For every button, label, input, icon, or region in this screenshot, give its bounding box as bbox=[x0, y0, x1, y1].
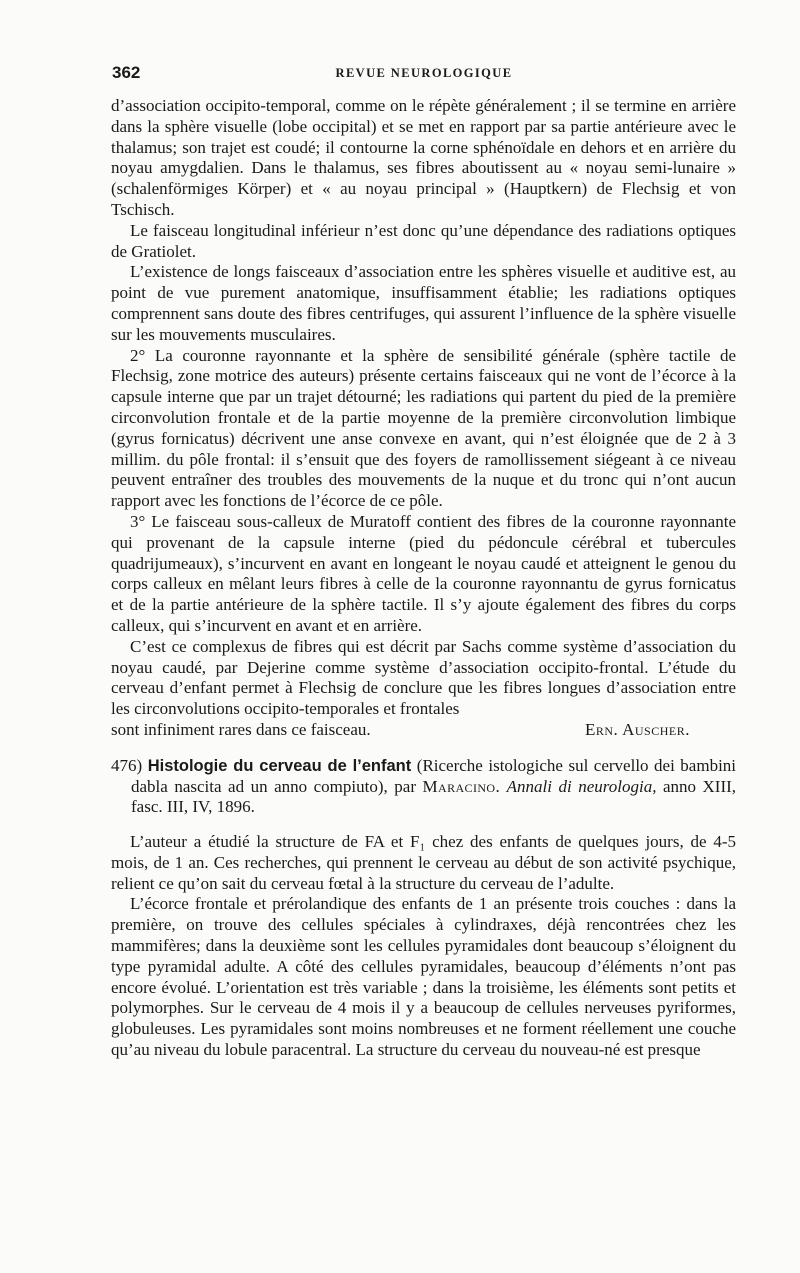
running-title: REVUE NEUROLOGIQUE bbox=[335, 66, 513, 80]
review-number: 476) bbox=[111, 755, 143, 775]
review-author: Maracino. bbox=[422, 776, 501, 796]
paragraph: L’écorce frontale et prérolandique des enfants de 1 an présente trois couches : dans la première, on trouve des cellules spéciales à cylindraxes, déjà rencontrées chez les mammifères; dans la deuxième sont les cellules pyramidales dont beaucoup s’éloignent du type pyramidal adulte. A côté des cellules pyramidales, beaucoup d’éléments n’ont pas encore évolué. L’orientation est très variable ; dans la troisième, les éléments sont petits et polymorphes. Sur le cerveau de 4 mois il y a beaucoup de cellules nerveuses pyriformes, globuleuses. Les pyramidales sont moins nombreuses et ne forment réellement une couche qu’au niveau du lobule paracentral. La structure du cerveau du nouveau-né est presque bbox=[111, 894, 736, 1060]
page-body bbox=[111, 96, 736, 1061]
paragraph: L’existence de longs faisceaux d’association entre les sphères visuelle et auditive est, au point de vue purement anatomique, insuffisamment établie; les radiations optiques comprennent sans doute des fibres centrifuges, qui assurent l’influence de la sphère visuelle sur les mouvements musculaires. bbox=[111, 262, 736, 344]
paragraph-end-with-signature bbox=[111, 720, 736, 741]
review-entry-heading bbox=[111, 756, 736, 818]
review-journal: Annali di neurologia, bbox=[506, 776, 657, 796]
paragraph: 3° Le faisceau sous-calleux de Muratoff contient des fibres de la couronne rayonnante qui provenant de la capsule interne (pied du pédoncule cérébral et tubercules quadrijumeaux), s’incurvent en avant en longeant le noyau caudé et atteignent le genou du corps calleux en mêlant leurs fibres à celle de la couronne rayonnantu de gyrus fornicatus et de la partie antérieure de la sphère tactile. Il s’y ajoute également des fibres du corps calleux, qui s’incurvent en avant et en arrière. bbox=[111, 511, 736, 635]
review-title: Histologie du cerveau de l’enfant bbox=[147, 756, 412, 775]
review-original-title: (Ricerche istologiche sul cervello dei bambini dabla nascita ad un anno compiuto), par bbox=[131, 755, 737, 796]
review-details: anno XIII, fasc. III, IV, 1896. bbox=[131, 776, 737, 817]
paragraph: Le faisceau longitudinal inférieur n’est donc qu’une dépendance des radiations optiques de Gratiolet. bbox=[111, 220, 736, 261]
paragraph: d’association occipito-temporal, comme on le répète généralement ; il se termine en arrière dans la sphère visuelle (lobe occipital) et se met en rapport par sa partie antérieure avec le thalamus; son trajet est coudé; il contourne la corne sphénoïdale en dehors et en arrière du noyau amygdalien. Dans le thalamus, ses fibres aboutissent au « noyau semi-lunaire » (schalenförmiges Körper) et « au noyau principal » (Hauptkern) de Flechsig et von Tschisch. bbox=[111, 96, 736, 219]
paragraph: 2° La couronne rayonnante et la sphère de sensibilité générale (sphère tactile de Flechsig, zone motrice des auteurs) présente certains faisceaux qui ne vont de l’écorce à la capsule interne que par un trajet détourné; les radiations qui partent du pied de la première circonvolution frontale et de la partie moyenne de la première circonvolution limbique (gyrus fornicatus) décrivent une anse convexe en avant, qui n’est éloignée que de 2 à 3 millim. du pôle frontal: il s’ensuit que des foyers de ramollissement siégeant à ce niveau peuvent entraîner des troubles des mouvements de la nuque et du tronc qui n’ont aucun rapport avec les fonctions de l’écorce de ce pôle. bbox=[111, 345, 736, 511]
author-signature: Ern. Auscher. bbox=[585, 719, 690, 739]
page-header bbox=[112, 63, 736, 87]
paragraph: C’est ce complexus de fibres qui est décrit par Sachs comme système d’association du noyau caudé, par Dejerine comme système d’association occipito-frontal. L’étude du cerveau d’enfant permet à Flechsig de conclure que les fibres longues d’association entre les circonvolutions occipito-temporales et frontales bbox=[111, 636, 736, 719]
page-number: 362 bbox=[112, 63, 141, 82]
paragraph: L’auteur a étudié la structure de FA et F₁ chez des enfants de quelques jours, de 4-5 mois, de 1 an. Ces recherches, qui prennent le cerveau au début de son activité psychique, relient ce qu’on sait du cerveau fœtal à la structure du cerveau de l’adulte. bbox=[111, 832, 736, 893]
spacer bbox=[111, 818, 736, 832]
paragraph-last-line: sont infiniment rares dans ce faisceau. bbox=[111, 719, 371, 739]
